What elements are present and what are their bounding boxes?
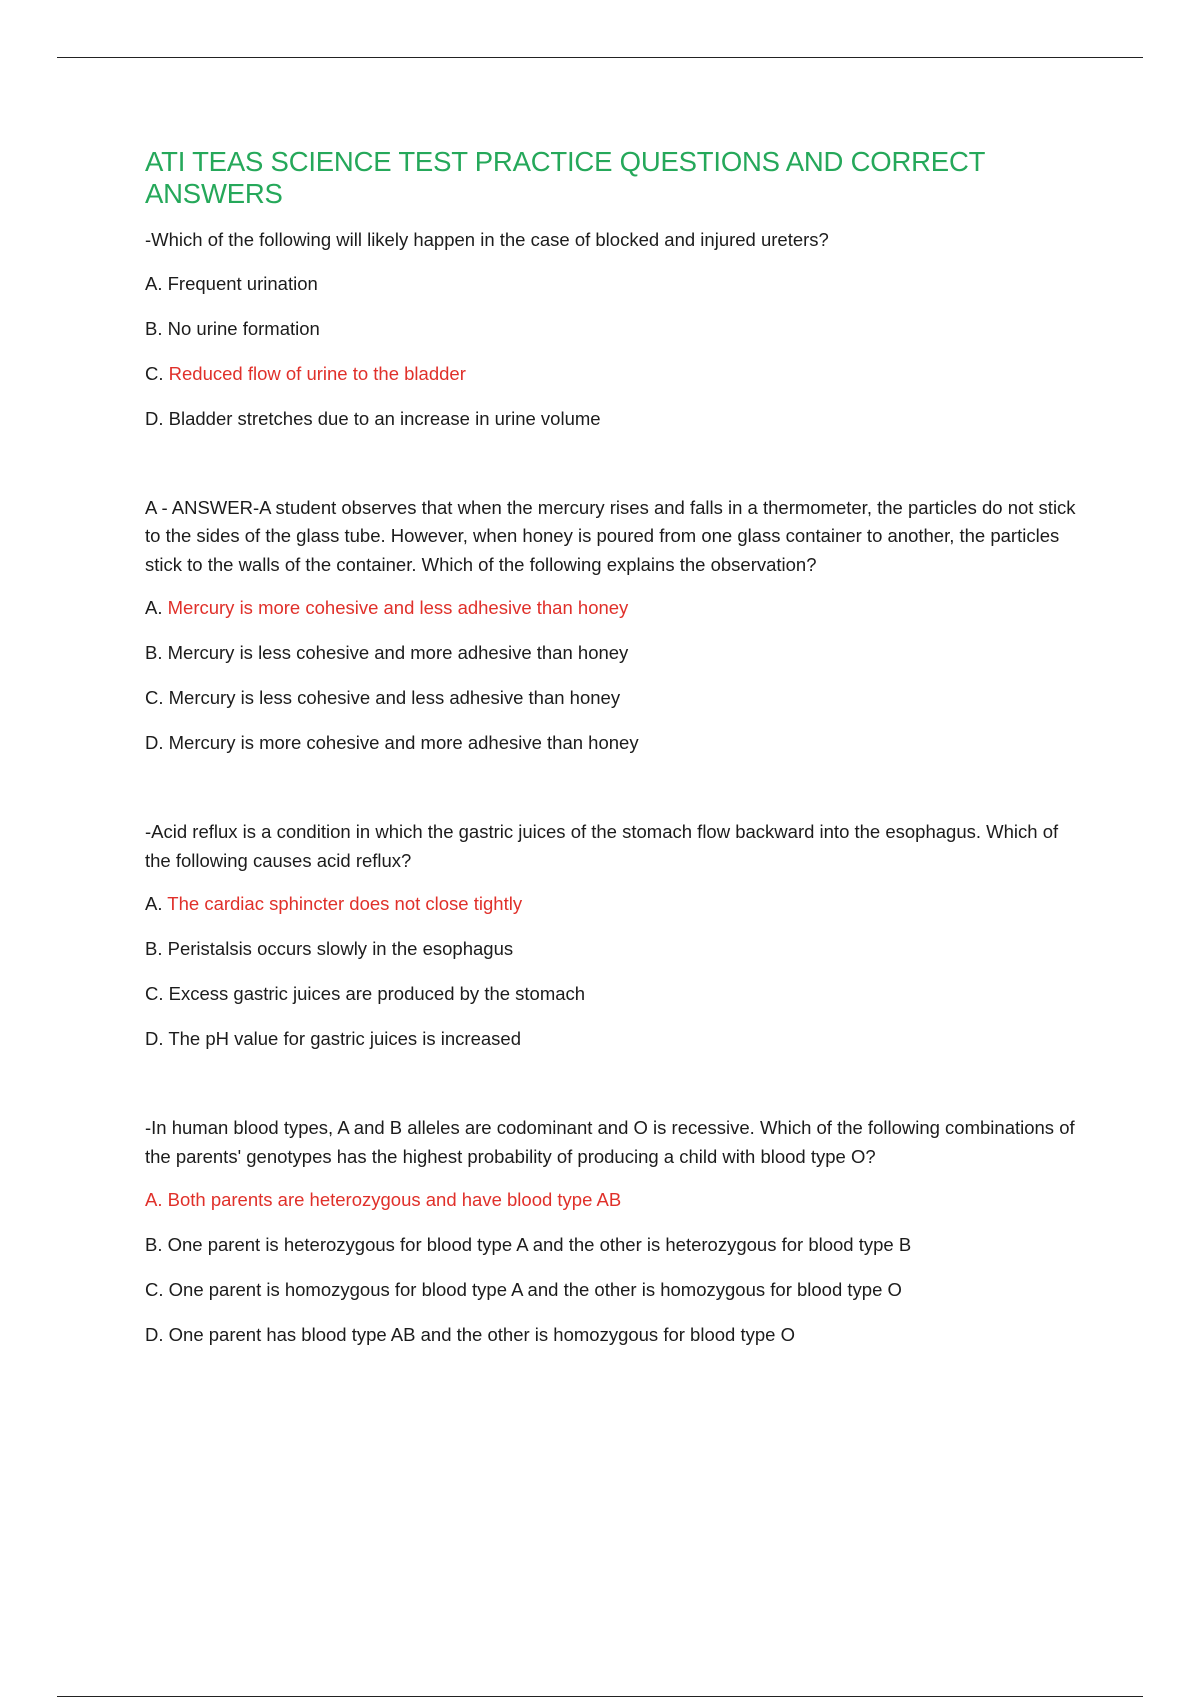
- document-body: [145, 146, 1085, 1349]
- answer-option-d: D. The pH value for gastric juices is increased: [145, 1028, 521, 1049]
- answer-option-a-correct: A. Mercury is more cohesive and less adhesive than honey: [145, 597, 629, 618]
- question-3: [145, 818, 1085, 1053]
- question-stem: A - ANSWER-A student observes that when the mercury rises and falls in a thermometer, the particles do not stick to the sides of the glass tube. However, when honey is poured from one glass container to another, the particles stick to the walls of the container. Which of the following explains the observation?: [145, 496, 1076, 575]
- question-1: [145, 226, 1085, 433]
- bottom-rule: [57, 1696, 1143, 1697]
- answer-option-c: C. Mercury is less cohesive and less adhesive than honey: [145, 687, 621, 708]
- answer-option-a-correct: A. Both parents are heterozygous and have blood type AB: [145, 1189, 622, 1210]
- question-2: [145, 494, 1085, 758]
- answer-option-a-correct: A. The cardiac sphincter does not close tightly: [145, 893, 523, 914]
- answer-option-b: B. One parent is heterozygous for blood type A and the other is heterozygous for blood type B: [145, 1234, 912, 1255]
- answer-option-b: B. Peristalsis occurs slowly in the esophagus: [145, 938, 514, 959]
- question-stem: -Which of the following will likely happen in the case of blocked and injured ureters?: [145, 229, 829, 250]
- page-title: ATI TEAS SCIENCE TEST PRACTICE QUESTIONS AND CORRECT ANSWERS: [145, 146, 985, 209]
- answer-option-b: B. No urine formation: [145, 317, 320, 339]
- question-stem: -Acid reflux is a condition in which the gastric juices of the stomach flow backward into the esophagus. Which of the following causes acid reflux?: [145, 821, 1059, 871]
- answer-option-d: D. One parent has blood type AB and the other is homozygous for blood type O: [145, 1324, 795, 1345]
- answer-option-c: C. Excess gastric juices are produced by the stomach: [145, 983, 586, 1004]
- answer-option-d: D. Mercury is more cohesive and more adhesive than honey: [145, 732, 639, 753]
- answer-option-c: C. One parent is homozygous for blood type A and the other is homozygous for blood type O: [145, 1279, 902, 1300]
- answer-option-b: B. Mercury is less cohesive and more adhesive than honey: [145, 642, 629, 663]
- answer-option-c-correct: C. Reduced flow of urine to the bladder: [145, 362, 466, 384]
- answer-option-a: A. Frequent urination: [145, 272, 318, 294]
- answer-option-d: D. Bladder stretches due to an increase in urine volume: [145, 407, 601, 429]
- question-4: [145, 1114, 1085, 1349]
- question-stem: -In human blood types, A and B alleles are codominant and O is recessive. Which of the following combinations of the parents' genotypes has the highest probability of producing a child with blood type O?: [145, 1117, 1075, 1167]
- top-rule: [57, 57, 1143, 58]
